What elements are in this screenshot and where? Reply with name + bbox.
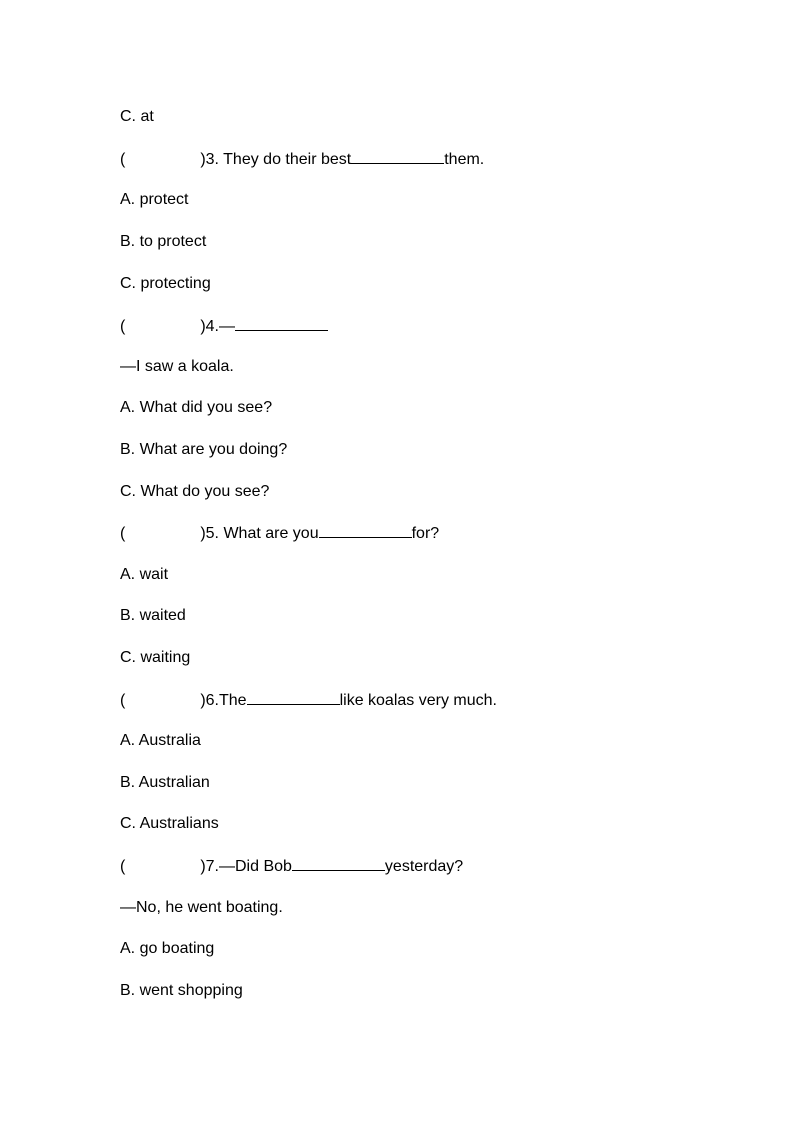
option-a-australia: A. Australia [120, 732, 201, 749]
answer-paren-open: ( [120, 151, 126, 168]
question-text-end: them. [444, 151, 485, 168]
question-text: 7.—Did Bob [205, 858, 292, 875]
answer-paren-close: ) [200, 318, 206, 335]
option-b-australian: B. Australian [120, 774, 210, 791]
answer-paren-close: ) [200, 858, 206, 875]
question-text: 4.— [205, 318, 235, 335]
question-text: 3. They do their best [205, 151, 352, 168]
option-c-what-do-you-see: C. What do you see? [120, 483, 270, 500]
option-a-wait: A. wait [120, 566, 169, 583]
fill-blank[interactable] [351, 149, 444, 164]
question-5 [120, 523, 439, 544]
question-7 [120, 856, 463, 877]
option-c-australians: C. Australians [120, 815, 219, 832]
question-6 [120, 690, 497, 711]
fill-blank[interactable] [319, 523, 412, 538]
option-b-went-shopping: B. went shopping [120, 982, 243, 999]
answer-paren-open: ( [120, 692, 126, 709]
option-a-what-did-you-see: A. What did you see? [120, 399, 273, 416]
question-3 [120, 149, 484, 170]
option-b-to-protect: B. to protect [120, 233, 207, 250]
answer-paren-open: ( [120, 525, 126, 542]
option-c-waiting: C. waiting [120, 649, 191, 666]
answer-paren-open: ( [120, 858, 126, 875]
question-text: 6.The [205, 692, 247, 709]
dialogue-reply-boating: —No, he went boating. [120, 899, 283, 916]
fill-blank[interactable] [292, 856, 385, 871]
question-text-end: yesterday? [384, 858, 464, 875]
option-b-waited: B. waited [120, 607, 186, 624]
question-text-end: for? [411, 525, 440, 542]
fill-blank[interactable] [247, 690, 340, 705]
option-c-protecting: C. protecting [120, 275, 211, 292]
option-a-go-boating: A. go boating [120, 940, 215, 957]
question-4 [120, 316, 328, 337]
answer-paren-close: ) [200, 525, 206, 542]
answer-paren-open: ( [120, 318, 126, 335]
dialogue-reply-koala: —I saw a koala. [120, 358, 234, 375]
answer-paren-close: ) [200, 151, 206, 168]
question-text-end: like koalas very much. [339, 692, 497, 709]
option-a-protect: A. protect [120, 191, 189, 208]
option-b-what-are-you-doing: B. What are you doing? [120, 441, 288, 458]
fill-blank[interactable] [235, 316, 328, 331]
answer-paren-close: ) [200, 692, 206, 709]
question-text: 5. What are you [205, 525, 319, 542]
option-c-at: C. at [120, 108, 154, 125]
